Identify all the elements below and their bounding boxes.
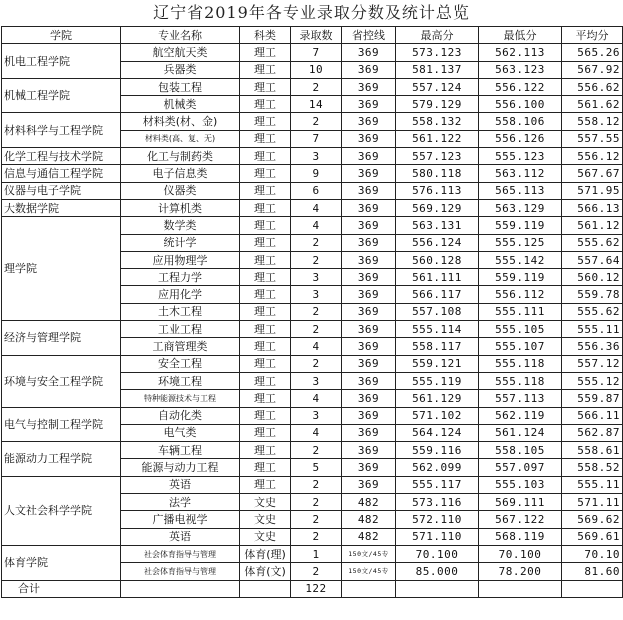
avg-score: 571.95	[562, 182, 623, 199]
major-name: 安全工程	[121, 355, 240, 372]
table-row	[2, 217, 623, 234]
max-score: 555.114	[396, 321, 479, 338]
avg-score: 567.67	[562, 165, 623, 182]
avg-score: 569.61	[562, 528, 623, 545]
avg-score: 555.62	[562, 303, 623, 320]
min-score: 558.105	[479, 442, 562, 459]
max-score: 571.110	[396, 528, 479, 545]
control-line: 482	[342, 511, 396, 528]
table-row	[2, 476, 623, 493]
admit-count: 7	[291, 130, 342, 147]
table-row	[2, 78, 623, 95]
min-score: 555.142	[479, 251, 562, 268]
min-score: 555.103	[479, 476, 562, 493]
college-name: 经济与管理学院	[2, 321, 121, 356]
major-name: 机械类	[121, 96, 240, 113]
admit-count: 3	[291, 148, 342, 165]
admit-count: 2	[291, 442, 342, 459]
max-score: 569.129	[396, 199, 479, 216]
major-name: 统计学	[121, 234, 240, 251]
major-name: 仪器类	[121, 182, 240, 199]
avg-score: 555.12	[562, 372, 623, 389]
min-score: 70.100	[479, 545, 562, 562]
total-empty-major	[121, 580, 240, 597]
min-score: 555.118	[479, 355, 562, 372]
subject-type: 理工	[240, 130, 291, 147]
total-empty-avg	[562, 580, 623, 597]
min-score: 556.100	[479, 96, 562, 113]
min-score: 555.118	[479, 372, 562, 389]
avg-score: 562.87	[562, 424, 623, 441]
total-empty-min	[479, 580, 562, 597]
min-score: 555.111	[479, 303, 562, 320]
control-line: 369	[342, 338, 396, 355]
min-score: 556.126	[479, 130, 562, 147]
subject-type: 文史	[240, 494, 291, 511]
major-name: 计算机类	[121, 199, 240, 216]
min-score: 565.113	[479, 182, 562, 199]
max-score: 564.124	[396, 424, 479, 441]
subject-type: 理工	[240, 424, 291, 441]
max-score: 561.122	[396, 130, 479, 147]
control-line: 369	[342, 442, 396, 459]
control-line: 369	[342, 286, 396, 303]
subject-type: 理工	[240, 286, 291, 303]
subject-type: 理工	[240, 442, 291, 459]
min-score: 567.122	[479, 511, 562, 528]
subject-type: 文史	[240, 528, 291, 545]
max-score: 563.131	[396, 217, 479, 234]
control-line: 369	[342, 78, 396, 95]
admit-count: 4	[291, 424, 342, 441]
admit-count: 10	[291, 61, 342, 78]
control-line: 369	[342, 476, 396, 493]
max-score: 555.117	[396, 476, 479, 493]
major-name: 社会体育指导与管理	[121, 545, 240, 562]
admit-count: 2	[291, 355, 342, 372]
min-score: 557.097	[479, 459, 562, 476]
major-name: 英语	[121, 528, 240, 545]
subject-type: 理工	[240, 355, 291, 372]
control-line: 369	[342, 424, 396, 441]
major-name: 英语	[121, 476, 240, 493]
admit-count: 2	[291, 476, 342, 493]
total-empty-line	[342, 580, 396, 597]
max-score: 576.113	[396, 182, 479, 199]
major-name: 法学	[121, 494, 240, 511]
header-min: 最低分	[479, 27, 562, 44]
major-name: 特种能源技术与工程	[121, 390, 240, 407]
subject-type: 理工	[240, 338, 291, 355]
major-name: 应用物理学	[121, 251, 240, 268]
max-score: 561.111	[396, 269, 479, 286]
control-line: 369	[342, 390, 396, 407]
avg-score: 81.60	[562, 563, 623, 580]
college-name: 理学院	[2, 217, 121, 321]
major-name: 包装工程	[121, 78, 240, 95]
max-score: 556.124	[396, 234, 479, 251]
control-line: 369	[342, 199, 396, 216]
total-label: 合计	[2, 580, 121, 597]
table-row	[2, 545, 623, 562]
min-score: 561.124	[479, 424, 562, 441]
major-name: 工程力学	[121, 269, 240, 286]
max-score: 561.129	[396, 390, 479, 407]
admit-count: 5	[291, 459, 342, 476]
min-score: 555.123	[479, 148, 562, 165]
max-score: 579.129	[396, 96, 479, 113]
subject-type: 理工	[240, 96, 291, 113]
avg-score: 555.62	[562, 234, 623, 251]
avg-score: 559.78	[562, 286, 623, 303]
min-score: 563.112	[479, 165, 562, 182]
table-row	[2, 442, 623, 459]
college-name: 机电工程学院	[2, 44, 121, 79]
subject-type: 理工	[240, 390, 291, 407]
subject-type: 理工	[240, 269, 291, 286]
avg-score: 558.52	[562, 459, 623, 476]
subject-type: 理工	[240, 165, 291, 182]
admit-count: 4	[291, 390, 342, 407]
admit-count: 2	[291, 78, 342, 95]
major-name: 材料类(高、复、无)	[121, 130, 240, 147]
major-name: 土木工程	[121, 303, 240, 320]
max-score: 581.137	[396, 61, 479, 78]
min-score: 562.113	[479, 44, 562, 61]
max-score: 571.102	[396, 407, 479, 424]
admit-count: 2	[291, 303, 342, 320]
major-name: 数学类	[121, 217, 240, 234]
min-score: 563.123	[479, 61, 562, 78]
subject-type: 理工	[240, 78, 291, 95]
table-body	[2, 44, 623, 580]
max-score: 557.124	[396, 78, 479, 95]
control-line: 369	[342, 165, 396, 182]
college-name: 人文社会科学学院	[2, 476, 121, 545]
major-name: 兵器类	[121, 61, 240, 78]
subject-type: 理工	[240, 234, 291, 251]
total-row	[2, 580, 623, 597]
major-name: 工业工程	[121, 321, 240, 338]
admit-count: 2	[291, 234, 342, 251]
max-score: 573.123	[396, 44, 479, 61]
max-score: 557.108	[396, 303, 479, 320]
subject-type: 理工	[240, 217, 291, 234]
avg-score: 555.11	[562, 321, 623, 338]
admit-count: 2	[291, 563, 342, 580]
control-line: 369	[342, 113, 396, 130]
college-name: 大数据学院	[2, 199, 121, 216]
admit-count: 9	[291, 165, 342, 182]
header-control-line: 省控线	[342, 27, 396, 44]
admit-count: 2	[291, 113, 342, 130]
subject-type: 理工	[240, 321, 291, 338]
college-name: 体育学院	[2, 545, 121, 580]
min-score: 563.129	[479, 199, 562, 216]
min-score: 555.125	[479, 234, 562, 251]
control-line: 482	[342, 494, 396, 511]
table-row	[2, 199, 623, 216]
avg-score: 557.64	[562, 251, 623, 268]
subject-type: 理工	[240, 199, 291, 216]
control-line: 369	[342, 459, 396, 476]
subject-type: 理工	[240, 459, 291, 476]
admit-count: 3	[291, 372, 342, 389]
min-score: 556.112	[479, 286, 562, 303]
admit-count: 14	[291, 96, 342, 113]
control-line: 369	[342, 407, 396, 424]
college-name: 信息与通信工程学院	[2, 165, 121, 182]
control-line: 369	[342, 303, 396, 320]
admit-count: 3	[291, 269, 342, 286]
avg-score: 557.12	[562, 355, 623, 372]
major-name: 材料类(材、金)	[121, 113, 240, 130]
total-count: 122	[291, 580, 342, 597]
subject-type: 理工	[240, 148, 291, 165]
major-name: 电子信息类	[121, 165, 240, 182]
control-line: 369	[342, 96, 396, 113]
college-name: 能源动力工程学院	[2, 442, 121, 477]
admit-count: 6	[291, 182, 342, 199]
admit-count: 7	[291, 44, 342, 61]
total-empty-max	[396, 580, 479, 597]
max-score: 562.099	[396, 459, 479, 476]
max-score: 85.000	[396, 563, 479, 580]
header-count: 录取数	[291, 27, 342, 44]
max-score: 566.117	[396, 286, 479, 303]
max-score: 558.132	[396, 113, 479, 130]
major-name: 工商管理类	[121, 338, 240, 355]
max-score: 558.117	[396, 338, 479, 355]
table-row	[2, 407, 623, 424]
admit-count: 1	[291, 545, 342, 562]
admit-count: 3	[291, 407, 342, 424]
subject-type: 理工	[240, 372, 291, 389]
min-score: 557.113	[479, 390, 562, 407]
control-line: 369	[342, 148, 396, 165]
college-name: 环境与安全工程学院	[2, 355, 121, 407]
major-name: 环境工程	[121, 372, 240, 389]
min-score: 556.122	[479, 78, 562, 95]
avg-score: 558.12	[562, 113, 623, 130]
max-score: 580.118	[396, 165, 479, 182]
max-score: 573.116	[396, 494, 479, 511]
control-line: 369	[342, 269, 396, 286]
min-score: 558.106	[479, 113, 562, 130]
table-row	[2, 44, 623, 61]
control-line: 369	[342, 217, 396, 234]
min-score: 569.111	[479, 494, 562, 511]
college-name: 机械工程学院	[2, 78, 121, 113]
admit-count: 3	[291, 286, 342, 303]
max-score: 557.123	[396, 148, 479, 165]
major-name: 航空航天类	[121, 44, 240, 61]
avg-score: 556.62	[562, 78, 623, 95]
avg-score: 555.11	[562, 476, 623, 493]
avg-score: 560.12	[562, 269, 623, 286]
subject-type: 理工	[240, 61, 291, 78]
header-max: 最高分	[396, 27, 479, 44]
table-row	[2, 182, 623, 199]
control-line: 369	[342, 355, 396, 372]
table-row	[2, 148, 623, 165]
admit-count: 2	[291, 511, 342, 528]
avg-score: 561.12	[562, 217, 623, 234]
subject-type: 理工	[240, 251, 291, 268]
admit-count: 4	[291, 217, 342, 234]
subject-type: 理工	[240, 113, 291, 130]
min-score: 559.119	[479, 217, 562, 234]
max-score: 559.121	[396, 355, 479, 372]
admit-count: 2	[291, 528, 342, 545]
subject-type: 理工	[240, 407, 291, 424]
control-line: 369	[342, 251, 396, 268]
max-score: 555.119	[396, 372, 479, 389]
avg-score: 571.11	[562, 494, 623, 511]
header-type: 科类	[240, 27, 291, 44]
control-line: 369	[342, 61, 396, 78]
major-name: 广播电视学	[121, 511, 240, 528]
table-row	[2, 355, 623, 372]
control-line: 150文/45专	[342, 563, 396, 580]
major-name: 应用化学	[121, 286, 240, 303]
avg-score: 565.26	[562, 44, 623, 61]
subject-type: 文史	[240, 511, 291, 528]
subject-type: 理工	[240, 44, 291, 61]
avg-score: 569.62	[562, 511, 623, 528]
control-line: 369	[342, 44, 396, 61]
control-line: 482	[342, 528, 396, 545]
avg-score: 567.92	[562, 61, 623, 78]
avg-score: 557.55	[562, 130, 623, 147]
header-avg: 平均分	[562, 27, 623, 44]
college-name: 仪器与电子学院	[2, 182, 121, 199]
header-major: 专业名称	[121, 27, 240, 44]
admit-count: 4	[291, 338, 342, 355]
max-score: 559.116	[396, 442, 479, 459]
subject-type: 体育(文)	[240, 563, 291, 580]
table-row	[2, 165, 623, 182]
avg-score: 556.12	[562, 148, 623, 165]
control-line: 369	[342, 182, 396, 199]
major-name: 自动化类	[121, 407, 240, 424]
major-name: 社会体育指导与管理	[121, 563, 240, 580]
min-score: 78.200	[479, 563, 562, 580]
subject-type: 体育(理)	[240, 545, 291, 562]
max-score: 70.100	[396, 545, 479, 562]
max-score: 572.110	[396, 511, 479, 528]
avg-score: 561.62	[562, 96, 623, 113]
avg-score: 566.13	[562, 199, 623, 216]
major-name: 电气类	[121, 424, 240, 441]
college-name: 材料科学与工程学院	[2, 113, 121, 148]
control-line: 369	[342, 130, 396, 147]
admit-count: 2	[291, 321, 342, 338]
max-score: 560.128	[396, 251, 479, 268]
college-name: 化学工程与技术学院	[2, 148, 121, 165]
control-line: 369	[342, 372, 396, 389]
header-row	[2, 27, 623, 44]
avg-score: 70.10	[562, 545, 623, 562]
avg-score: 558.61	[562, 442, 623, 459]
subject-type: 理工	[240, 182, 291, 199]
subject-type: 理工	[240, 476, 291, 493]
college-name: 电气与控制工程学院	[2, 407, 121, 442]
total-empty-type	[240, 580, 291, 597]
page-title: 辽宁省2019年各专业录取分数及统计总览	[153, 3, 470, 22]
admission-table	[1, 26, 623, 598]
control-line: 369	[342, 234, 396, 251]
major-name: 车辆工程	[121, 442, 240, 459]
header-college: 学院	[2, 27, 121, 44]
control-line: 369	[342, 321, 396, 338]
table-row	[2, 113, 623, 130]
admit-count: 2	[291, 251, 342, 268]
avg-score: 566.11	[562, 407, 623, 424]
min-score: 559.119	[479, 269, 562, 286]
subject-type: 理工	[240, 303, 291, 320]
avg-score: 556.36	[562, 338, 623, 355]
min-score: 568.119	[479, 528, 562, 545]
min-score: 555.105	[479, 321, 562, 338]
min-score: 555.107	[479, 338, 562, 355]
major-name: 化工与制药类	[121, 148, 240, 165]
avg-score: 559.87	[562, 390, 623, 407]
major-name: 能源与动力工程	[121, 459, 240, 476]
admit-count: 2	[291, 494, 342, 511]
admit-count: 4	[291, 199, 342, 216]
min-score: 562.119	[479, 407, 562, 424]
table-row	[2, 321, 623, 338]
control-line: 150文/45专	[342, 545, 396, 562]
